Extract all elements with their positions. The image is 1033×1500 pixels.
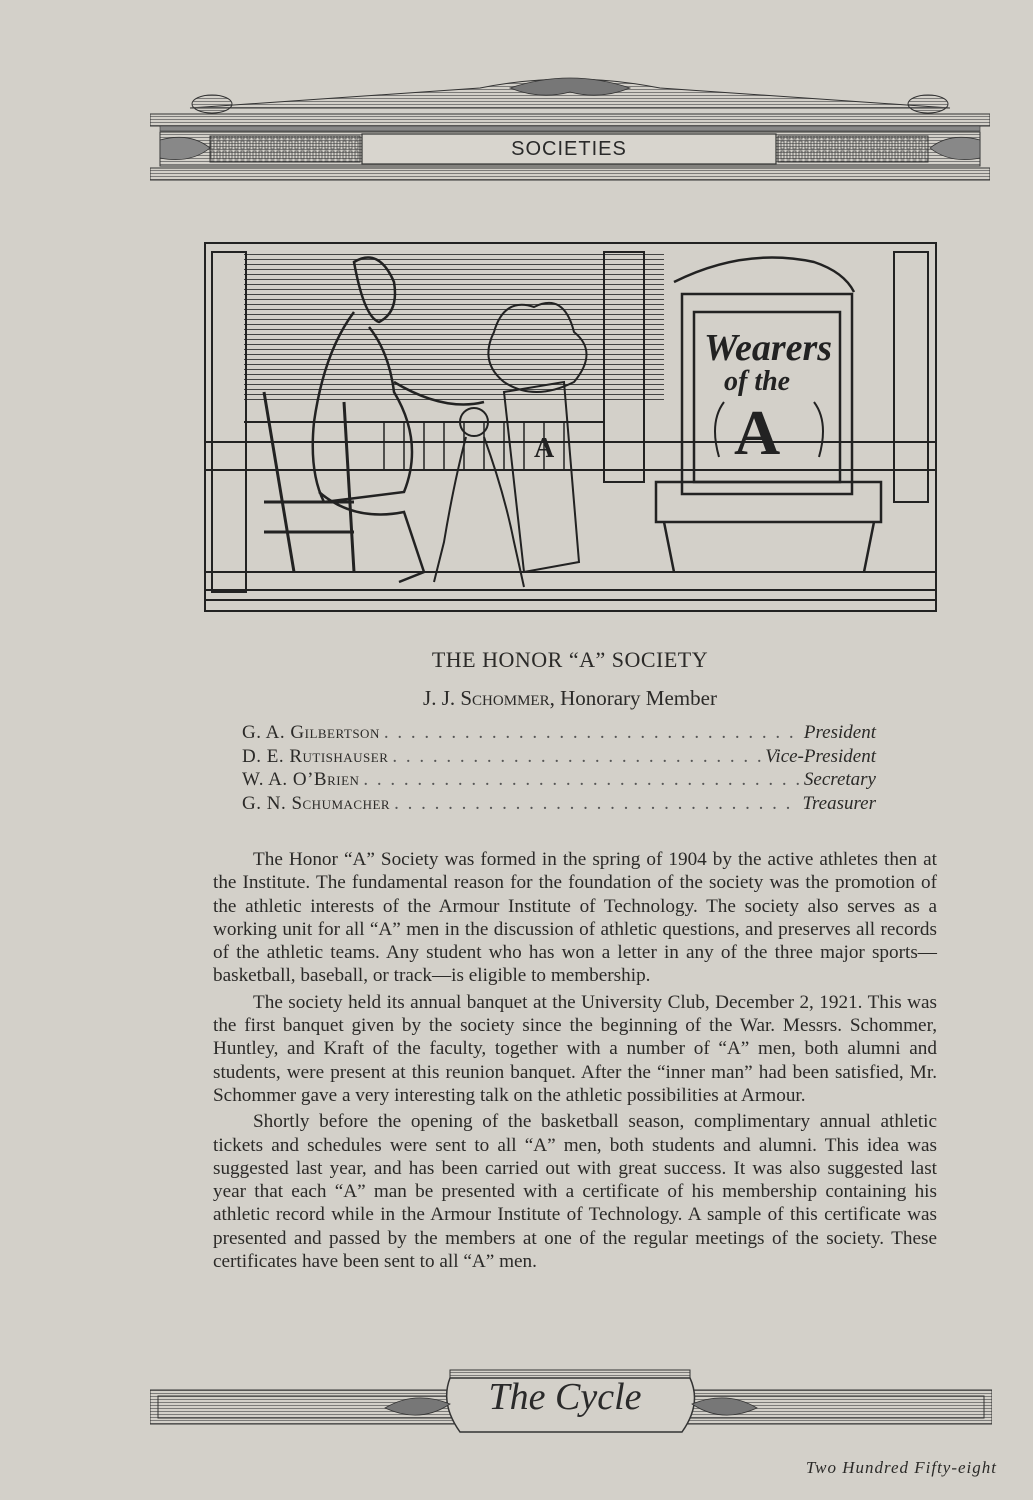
section-title: SOCIETIES [511,138,627,160]
society-title: THE HONOR “A” SOCIETY [431,647,709,672]
poster-letter: A [734,397,781,468]
page-number: Two Hundred Fifty-eight [805,1458,997,1477]
leader-dots [384,722,800,744]
officer-name: G. A. Gilbertson [242,722,380,743]
officer-list [242,722,876,816]
honorary-member-name: J. J. Schommer [423,686,550,710]
paragraph: Shortly before the opening of the basketball season, complimentary annual athletic tickets and schedules were sent to all “A” men, both students and alumni. This idea was suggested last year, and has been carried out with great success. It was also suggested last year that each “A” man be presented with a certificate of his membership containing his athletic record while in the Armour Institute of Technology. A sample of this certificate was presented and passed by the members at one of the regular meetings of the society. These certificates have been sent to all “A” men. [213,1111,937,1273]
poster-title-line2: of the [724,366,791,397]
officer-row [242,793,876,817]
officer-role: Vice-President [765,745,876,767]
paragraph: The society held its annual banquet at the University Club, December 2, 1921. This was the first banquet given by the society since the beginning of the War. Messrs. Schommer, Huntley, and Kraft of the faculty, together with a number of “A” men, both alumni and students, were present at this reunion banquet. After the “inner man” had been satisfied, Mr. Schommer gave a very interesting talk on the athletic possibilities at Armour. [213,991,937,1106]
leader-dots [394,793,798,815]
officer-row [242,722,876,746]
officer-role: President [803,722,876,743]
cycle-logo-text: The Cycle [488,1376,642,1418]
leader-dots [363,769,799,791]
honorary-member-role: , Honorary Member [549,686,717,710]
leader-dots [392,746,761,768]
officer-name: W. A. O’Brien [242,769,360,790]
officer-role: Secretary [803,769,876,790]
honorary-member [0,686,1033,711]
officer-name: G. N. Schumacher [242,792,391,814]
header-ornament [150,70,990,185]
newspaper-letter: A [534,433,555,464]
paragraph: The Honor “A” Society was formed in the spring of 1904 by the active athletes then at the Institute. The fundamental reason for the foundation of the society was the promotion of the athletic interests of the Armour Institute of Technology. The society also serves as a working unit for all “A” men in the discussion of athletic questions, and preserves all records of the athletic teams. Any student who has won a letter in any of the three major sports—basketball, baseball, or track—is eligible to membership. [213,849,937,987]
officer-role: Treasurer [802,792,876,814]
officer-name: D. E. Rutishauser [242,745,389,767]
officer-row [242,746,876,770]
poster-title-line1: Wearers [704,327,833,369]
body-text [213,848,937,1276]
officer-row [242,769,876,793]
wearers-of-the-a-illustration [204,242,937,612]
